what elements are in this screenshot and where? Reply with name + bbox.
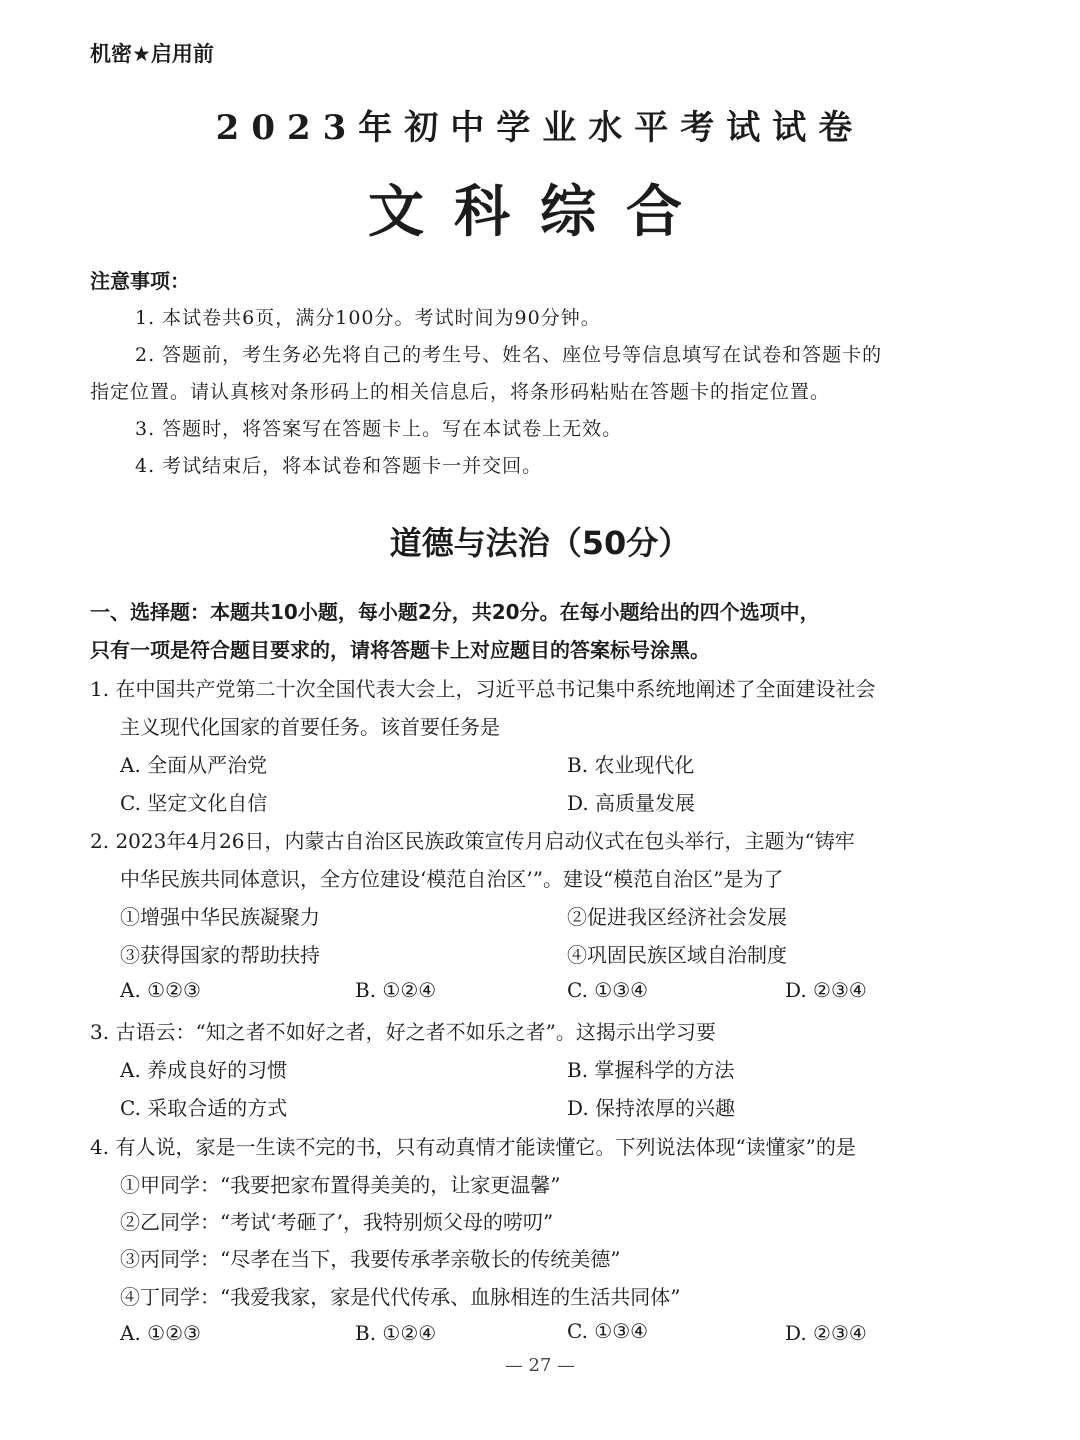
question-2-option-b: B. ①②④ [355,978,437,1002]
question-2-stem-cont: 中华民族共同体意识，全方位建设‘模范自治区’”。建设“模范自治区”是为了 [120,867,784,891]
section-instructions-2: 只有一项是符合题目要求的，请将答题卡上对应题目的答案标号涂黑。 [90,638,710,662]
exam-title: 2023年初中学业水平考试试卷 [215,108,865,148]
question-2-statement-4: ④巩固民族区域自治制度 [567,943,787,967]
question-2-option-a: A. ①②③ [120,978,201,1002]
notice-heading: 注意事项： [90,269,190,293]
question-3-option-b: B. 掌握科学的方法 [567,1058,735,1082]
page-number: — 27 — [504,1355,576,1376]
question-3-stem: 3. 古语云：“知之者不如好之者，好之者不如乐之者”。这揭示出学习要 [90,1020,716,1044]
question-2-stem: 2. 2023年4月26日，内蒙古自治区民族政策宣传月启动仪式在包头举行，主题为“铸牢 [90,829,855,853]
section-title: 道德与法治（50分） [389,524,691,562]
subject-title: 文科综合 [368,179,712,245]
question-4-option-d: D. ②③④ [785,1321,867,1345]
question-1-stem-cont: 主义现代化国家的首要任务。该首要任务是 [120,715,500,739]
question-4-statement-3: ③丙同学：“尽孝在当下，我要传承孝亲敬长的传统美德” [120,1247,621,1271]
question-3-option-d: D. 保持浓厚的兴趣 [567,1096,736,1120]
question-3-option-c: C. 采取合适的方式 [120,1096,288,1120]
section-instructions-1: 一、选择题：本题共10小题，每小题2分，共20分。在每小题给出的四个选项中， [90,600,820,624]
question-2-option-c: C. ①③④ [567,978,649,1002]
notice-item-4: 4. 考试结束后，将本试卷和答题卡一并交回。 [135,455,543,477]
question-4-option-b: B. ①②④ [355,1321,437,1345]
question-3-option-a: A. 养成良好的习惯 [120,1058,288,1082]
question-1-option-b: B. 农业现代化 [567,753,695,777]
question-1-option-a: A. 全面从严治党 [120,753,268,777]
question-4-statement-1: ①甲同学：“我要把家布置得美美的，让家更温馨” [120,1173,561,1197]
question-2-statement-1: ①增强中华民族凝聚力 [120,905,320,929]
notice-item-2-cont: 指定位置。请认真核对条形码上的相关信息后，将条形码粘贴在答题卡的指定位置。 [90,381,831,403]
question-2-option-d: D. ②③④ [785,978,867,1002]
question-1-option-c: C. 坚定文化自信 [120,791,268,815]
question-4-statement-2: ②乙同学：“考试‘考砸了’，我特别烦父母的唠叨” [120,1210,554,1234]
question-1-option-d: D. 高质量发展 [567,791,696,815]
question-2-statement-2: ②促进我区经济社会发展 [567,905,787,929]
question-2-statement-3: ③获得国家的帮助扶持 [120,943,320,967]
confidential-mark: 机密★启用前 [90,42,214,66]
question-1-stem: 1. 在中国共产党第二十次全国代表大会上，习近平总书记集中系统地阐述了全面建设社会 [90,677,876,701]
question-4-option-c: C. ①③④ [567,1319,649,1343]
question-4-stem: 4. 有人说，家是一生读不完的书，只有动真情才能读懂它。下列说法体现“读懂家”的是 [90,1135,856,1159]
question-4-option-a: A. ①②③ [120,1321,201,1345]
notice-item-2: 2. 答题前，考生务必先将自己的考生号、姓名、座位号等信息填写在试卷和答题卡的 [135,344,883,366]
question-4-statement-4: ④丁同学：“我爱我家，家是代代传承、血脉相连的生活共同体” [120,1285,681,1309]
notice-item-3: 3. 答题时，将答案写在答题卡上。写在本试卷上无效。 [135,418,623,440]
notice-item-1: 1. 本试卷共6页，满分100分。考试时间为90分钟。 [135,307,601,329]
